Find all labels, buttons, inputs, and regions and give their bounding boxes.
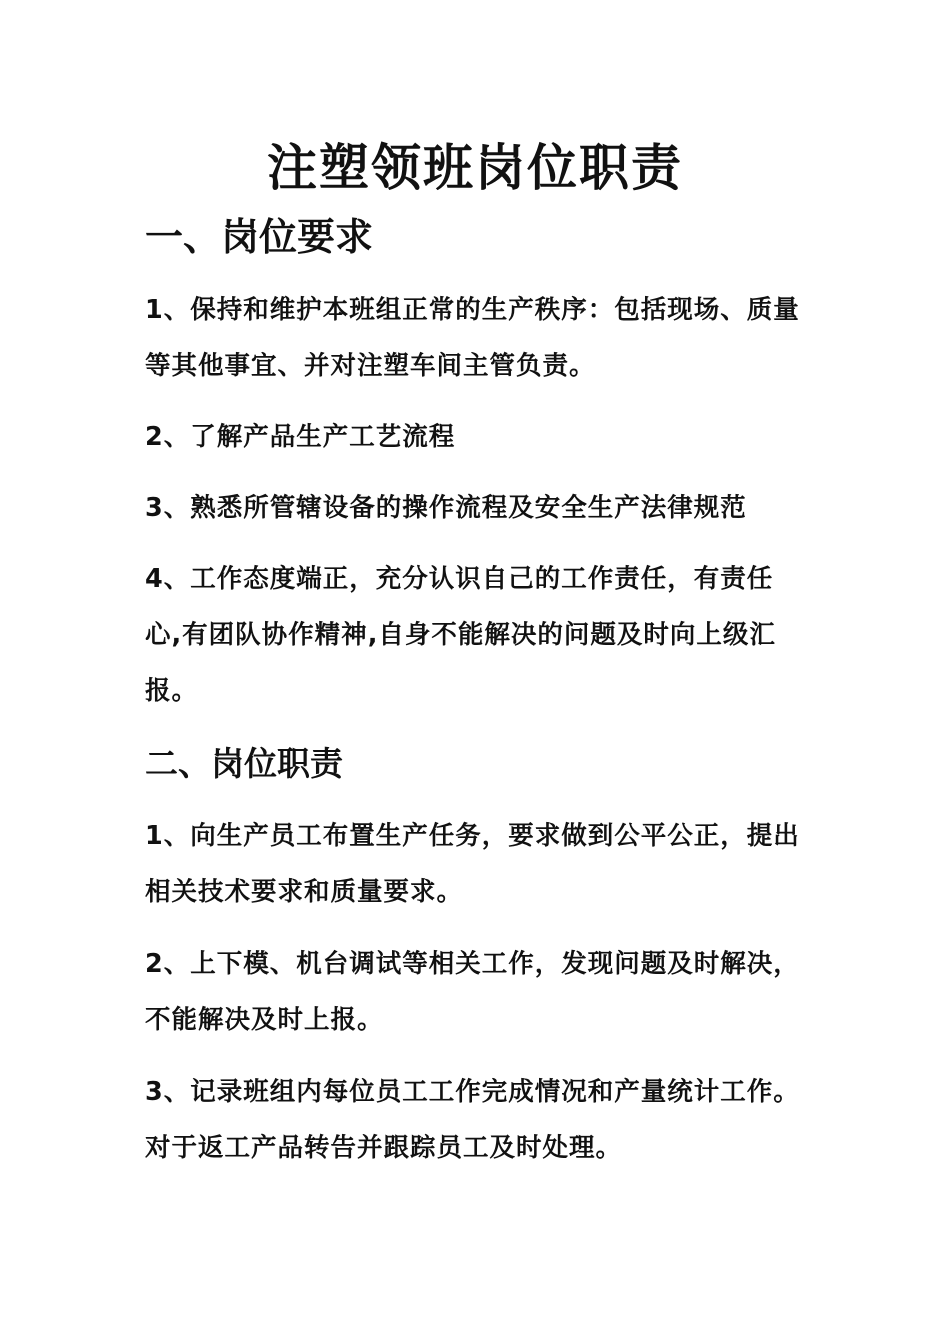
section-heading-duties: 二、岗位职责 <box>145 744 343 783</box>
duty-item-3: 3、记录班组内每位员工工作完成情况和产量统计工作。对于返工产品转告并跟踪员工及时处理。 <box>145 1077 800 1163</box>
duty-item-1: 1、向生产员工布置生产任务，要求做到公平公正，提出相关技术要求和质量要求。 <box>145 821 800 907</box>
requirement-item-4: 4、工作态度端正，充分认识自己的工作责任，有责任心,有团队协作精神,自身不能解决的问题及时向上级汇报。 <box>145 564 776 706</box>
requirement-item-1: 1、保持和维护本班组正常的生产秩序：包括现场、质量等其他事宜、并对注塑车间主管负责。 <box>145 295 800 381</box>
requirement-item-3: 3、熟悉所管辖设备的操作流程及安全生产法律规范 <box>145 493 747 523</box>
page-title: 注塑领班岗位职责 <box>267 138 683 197</box>
duty-item-2: 2、上下模、机台调试等相关工作，发现问题及时解决，不能解决及时上报。 <box>145 949 800 1035</box>
requirement-item-2: 2、了解产品生产工艺流程 <box>145 422 456 452</box>
section-heading-requirements: 一、岗位要求 <box>145 215 374 259</box>
